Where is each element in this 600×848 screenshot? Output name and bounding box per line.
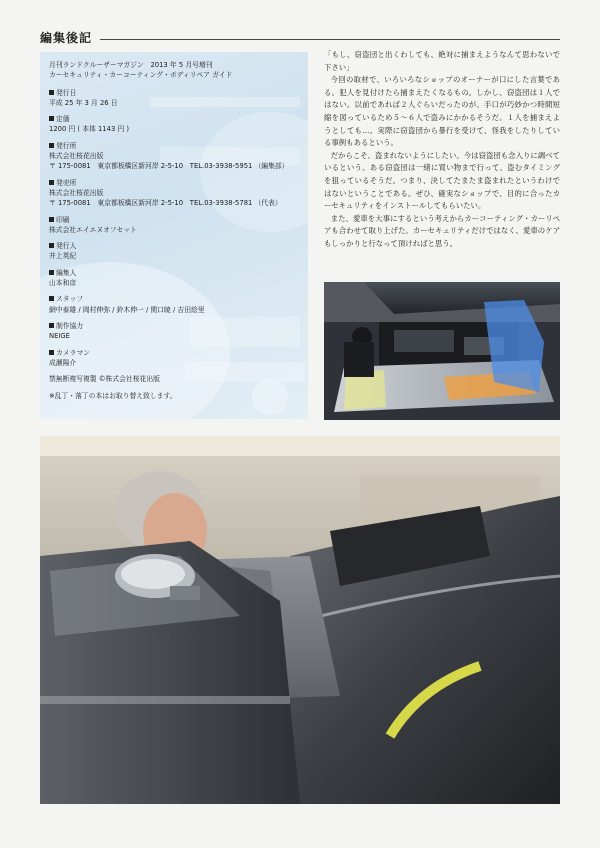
entry-publish-date bbox=[49, 88, 304, 109]
entry-editor bbox=[49, 268, 304, 289]
entry-price bbox=[49, 114, 304, 135]
essay-paragraph: 今回の取材で、いろいろなショップのオーナーが口にした言葉である。犯人を見付けたら捕まえたくなるもの。しかし、窃盗団は１人ではない。以前であれば２人ぐらいだったのが、手口が巧妙かつ時間短縮を図っているため５～６人で盗みにかかるそうだ。１人を捕まえようとしても…。実際に窃盗団から暴行を受けて、怪我をしたりしている事例もあるという。 bbox=[324, 75, 560, 148]
entry-value: 網中泰雄 / 岡村伸弥 / 鈴木伸一 / 関口暁 / 吉田絵里 bbox=[49, 305, 205, 314]
entry-staff bbox=[49, 294, 304, 315]
entry-value: 山本和彦 bbox=[49, 279, 77, 288]
colophon-intro bbox=[49, 60, 304, 81]
page-title: 編集後記 bbox=[40, 31, 93, 45]
entry-value: 株式会社桜花出版 bbox=[49, 188, 104, 197]
entry-value: 株式会社桜花出版 bbox=[49, 152, 104, 161]
essay-paragraph: また、愛車を大事にするという考えからカーコーティング・カーリペアも合わせて取り上げた。カーセキュリティだけではなく、愛車のケアもしっかりと行なって頂ければと思う。 bbox=[324, 213, 560, 248]
entry-value: NEIGE bbox=[49, 332, 70, 341]
colophon-text bbox=[49, 60, 304, 402]
entry-label: 発行人 bbox=[49, 241, 304, 251]
technician-car-photo bbox=[40, 436, 560, 804]
entry-value: 株式会社エイエヌオフセット bbox=[49, 225, 137, 234]
entry-value: 1200 円 ( 本体 1143 円 ) bbox=[49, 125, 130, 134]
entry-cooperation bbox=[49, 321, 304, 342]
intro-line: 月刊ランドクルーザーマガジン 2013 年 5 月号増刊 bbox=[49, 61, 213, 69]
entry-label: 制作協力 bbox=[49, 321, 304, 331]
entry-distributor bbox=[49, 178, 304, 209]
engine-bay-photo bbox=[324, 282, 560, 420]
entry-label: 定価 bbox=[49, 114, 304, 124]
entry-value: 成瀬陽介 bbox=[49, 358, 77, 367]
entry-label: カメラマン bbox=[49, 348, 304, 358]
entry-value: 〒 175-0081 東京都板橋区新河岸 2-5-10 TEL.03-3938-5951 （編集部） bbox=[49, 162, 289, 171]
title-rule bbox=[100, 39, 560, 40]
entry-label: スタッフ bbox=[49, 294, 304, 304]
entry-label: 編集人 bbox=[49, 268, 304, 278]
intro-line: カーセキュリティ・カーコーティング・ボディリペア ガイド bbox=[49, 71, 233, 80]
entry-label: 発行日 bbox=[49, 88, 304, 98]
replacement-notice: ※乱丁・落丁の本はお取り替え致します。 bbox=[49, 392, 177, 401]
entry-photographer bbox=[49, 348, 304, 369]
editorial-essay bbox=[324, 49, 560, 251]
essay-paragraph: 「もし、窃盗団と出くわしても、絶対に捕まえようなんて思わないで下さい」 bbox=[324, 50, 560, 72]
entry-label: 印刷 bbox=[49, 215, 304, 225]
entry-label: 発行所 bbox=[49, 141, 304, 151]
essay-paragraph: だからこそ、盗まれないようにしたい。今は窃盗団も念入りに調べているという。ある窃盗団は一緒に買い物まで行って、盗むタイミングを狙っているそうだ。つまり、決してたまたま盗まれたというわけではないということである。ぜひ、確実なショップで、目的に合ったカーセキュリティをインストールしてもらいたい。 bbox=[324, 150, 560, 211]
entry-publisher bbox=[49, 141, 304, 172]
entry-issuer bbox=[49, 241, 304, 262]
colophon-panel bbox=[40, 52, 308, 419]
entry-label: 発売所 bbox=[49, 178, 304, 188]
entry-value: 〒 175-0081 東京都板橋区新河岸 2-5-10 TEL.03-3938-5781 （代表） bbox=[49, 199, 282, 208]
entry-value: 平成 25 年 3 月 26 日 bbox=[49, 98, 118, 107]
entry-value: 井上英紀 bbox=[49, 252, 77, 261]
copyright-line: 禁無断複写複製 ©株式会社桜花出版 bbox=[49, 375, 160, 384]
entry-printer bbox=[49, 215, 304, 236]
